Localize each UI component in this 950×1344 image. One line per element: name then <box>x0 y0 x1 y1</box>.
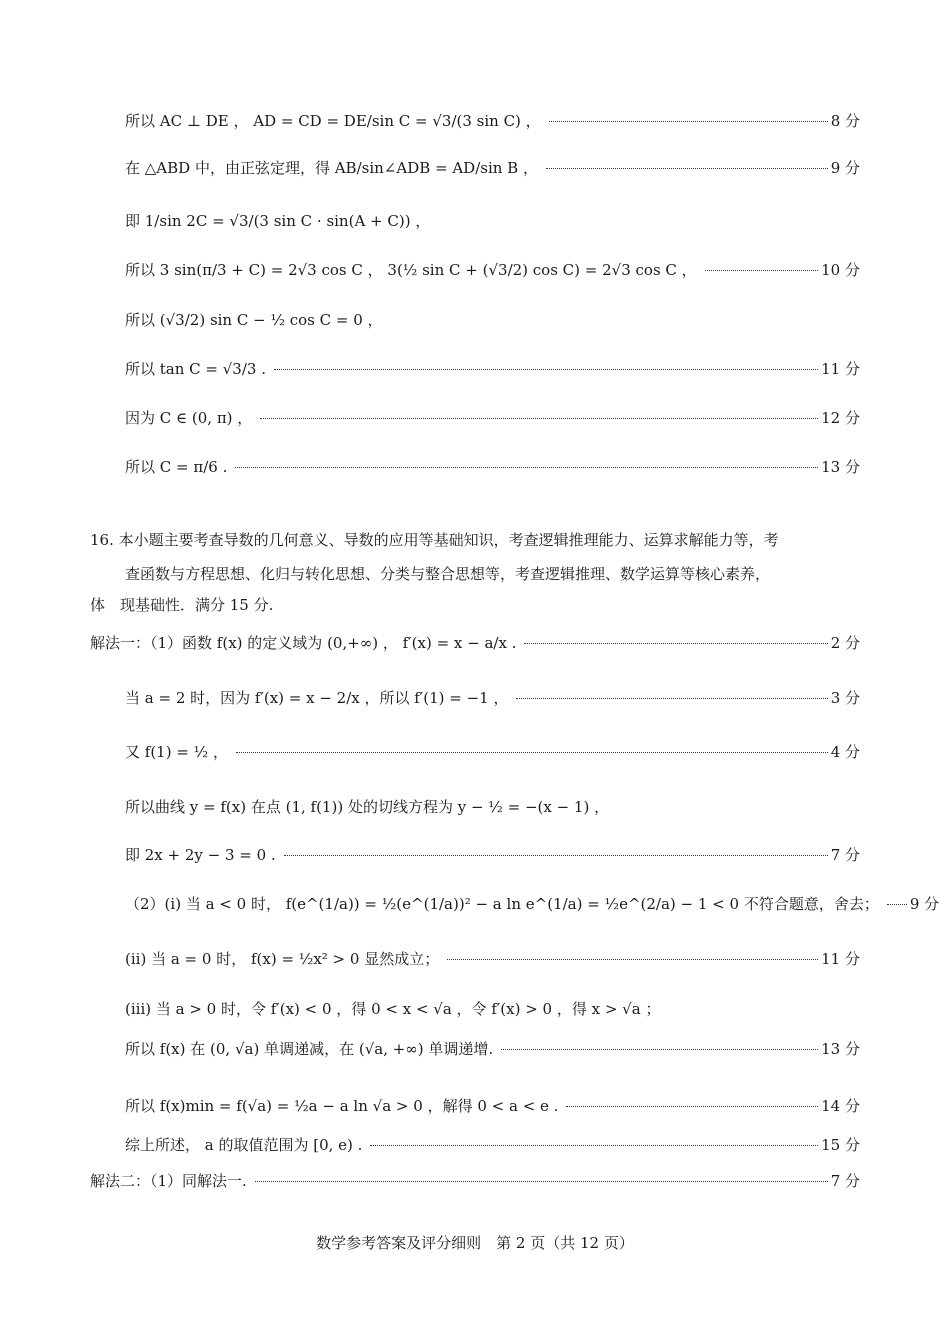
formula: 所以 3 sin(π/3 + C) = 2√3 cos C ， 3(½ sin C + (√3/2) cos C) = 2√3 cos C ， <box>125 261 697 279</box>
solution-line <box>90 636 860 651</box>
page-footer: 数学参考答案及评分细则 第 2 页（共 12 页） <box>316 1234 634 1252</box>
score: 14 分 <box>821 1097 860 1115</box>
formula: 因为 C ∈ (0, π) ， <box>125 409 253 427</box>
score: 12 分 <box>821 409 860 427</box>
score: 7 分 <box>830 846 860 864</box>
score: 2 分 <box>830 634 860 652</box>
dot-leader <box>236 752 828 753</box>
dot-leader <box>274 369 818 370</box>
solution-line <box>125 411 860 426</box>
formula: 所以 C = π/6 . <box>125 458 228 476</box>
solution-line <box>125 313 860 328</box>
formula: 所以曲线 y = f(x) 在点 (1, f(1)) 处的切线方程为 y − ½ = −(x − 1) ， <box>125 798 610 816</box>
score: 11 分 <box>821 360 860 378</box>
score: 7 分 <box>830 1172 860 1190</box>
solution-line <box>125 895 940 913</box>
question-16-intro-line-1: 16. 本小题主要考查导数的几何意义、导数的应用等基础知识，考查逻辑推理能力、运算求解能力等，考 <box>90 531 779 549</box>
score: 11 分 <box>821 950 860 968</box>
solution-line <box>125 1002 860 1017</box>
dot-leader <box>255 1181 828 1182</box>
formula: (iii) 当 a > 0 时，令 f′(x) < 0 ，得 0 < x < √a ，令 f′(x) > 0 ，得 x > √a ； <box>125 1000 661 1018</box>
score: 13 分 <box>821 1040 860 1058</box>
score: 3 分 <box>830 689 860 707</box>
formula: （2）(i) 当 a < 0 时， f(e^(1/a)) = ½(e^(1/a))² − a ln e^(1/a) = ½e^(2/a) − 1 < 0 不符合题意，舍去； <box>125 895 879 913</box>
score: 4 分 <box>830 743 860 761</box>
formula: 所以 tan C = √3/3 . <box>125 360 266 378</box>
solution-line <box>125 114 860 129</box>
solution-line <box>125 1042 860 1057</box>
dot-leader <box>887 904 907 905</box>
solution-line <box>125 848 860 863</box>
score: 10 分 <box>821 261 860 279</box>
formula: 所以 f(x) 在 (0, √a) 单调递减，在 (√a, +∞) 单调递增. <box>125 1040 494 1058</box>
solution-line <box>125 1099 860 1114</box>
score: 9 分 <box>909 895 940 913</box>
solution-line <box>125 362 860 377</box>
question-16-intro-line-3: 体 现基础性．满分 15 分. <box>90 596 274 614</box>
formula: 即 1/sin 2C = √3/(3 sin C · sin(A + C)) ， <box>125 212 431 230</box>
solution-line <box>125 161 860 176</box>
dot-leader <box>566 1106 818 1107</box>
solution-line <box>125 263 860 278</box>
dot-leader <box>370 1145 818 1146</box>
formula: 所以 AC ⊥ DE ， AD = CD = DE/sin C = √3/(3 sin C) ， <box>125 112 541 130</box>
solution-line <box>90 1174 860 1189</box>
formula: 综上所述， a 的取值范围为 [0, e) . <box>125 1136 363 1154</box>
formula: 又 f(1) = ½ ， <box>125 743 228 761</box>
formula: 解法二：（1）同解法一. <box>90 1172 247 1190</box>
formula: 即 2x + 2y − 3 = 0 . <box>125 846 276 864</box>
score: 15 分 <box>821 1136 860 1154</box>
solution-line <box>125 460 860 475</box>
solution-line <box>125 691 860 706</box>
formula: 当 a = 2 时，因为 f′(x) = x − 2/x ，所以 f′(1) = −1 ， <box>125 689 509 707</box>
score: 8 分 <box>830 112 860 130</box>
solution-line <box>125 214 860 229</box>
formula: 所以 f(x)min = f(√a) = ½a − a ln √a > 0 ，解得 0 < a < e . <box>125 1097 559 1115</box>
solution-line <box>125 1138 860 1153</box>
dot-leader <box>447 959 818 960</box>
dot-leader <box>284 855 828 856</box>
dot-leader <box>705 270 818 271</box>
dot-leader <box>546 168 828 169</box>
question-16-intro-line-2: 查函数与方程思想、化归与转化思想、分类与整合思想等，考查逻辑推理、数学运算等核心素养， <box>125 565 771 583</box>
formula: 在 △ABD 中，由正弦定理，得 AB/sin∠ADB = AD/sin B ， <box>125 159 538 177</box>
score: 13 分 <box>821 458 860 476</box>
dot-leader <box>260 418 818 419</box>
dot-leader <box>501 1049 818 1050</box>
score: 9 分 <box>830 159 860 177</box>
dot-leader <box>516 698 827 699</box>
formula: 所以 (√3/2) sin C − ½ cos C = 0 ， <box>125 311 383 329</box>
formula: 解法一：（1）函数 f(x) 的定义域为 (0,+∞) ， f′(x) = x − a/x . <box>90 634 517 652</box>
dot-leader <box>549 121 828 122</box>
solution-line <box>125 952 860 967</box>
solution-line <box>125 745 860 760</box>
dot-leader <box>235 467 818 468</box>
dot-leader <box>524 643 827 644</box>
formula: (ii) 当 a = 0 时， f(x) = ½x² > 0 显然成立； <box>125 950 440 968</box>
solution-line <box>125 800 860 815</box>
